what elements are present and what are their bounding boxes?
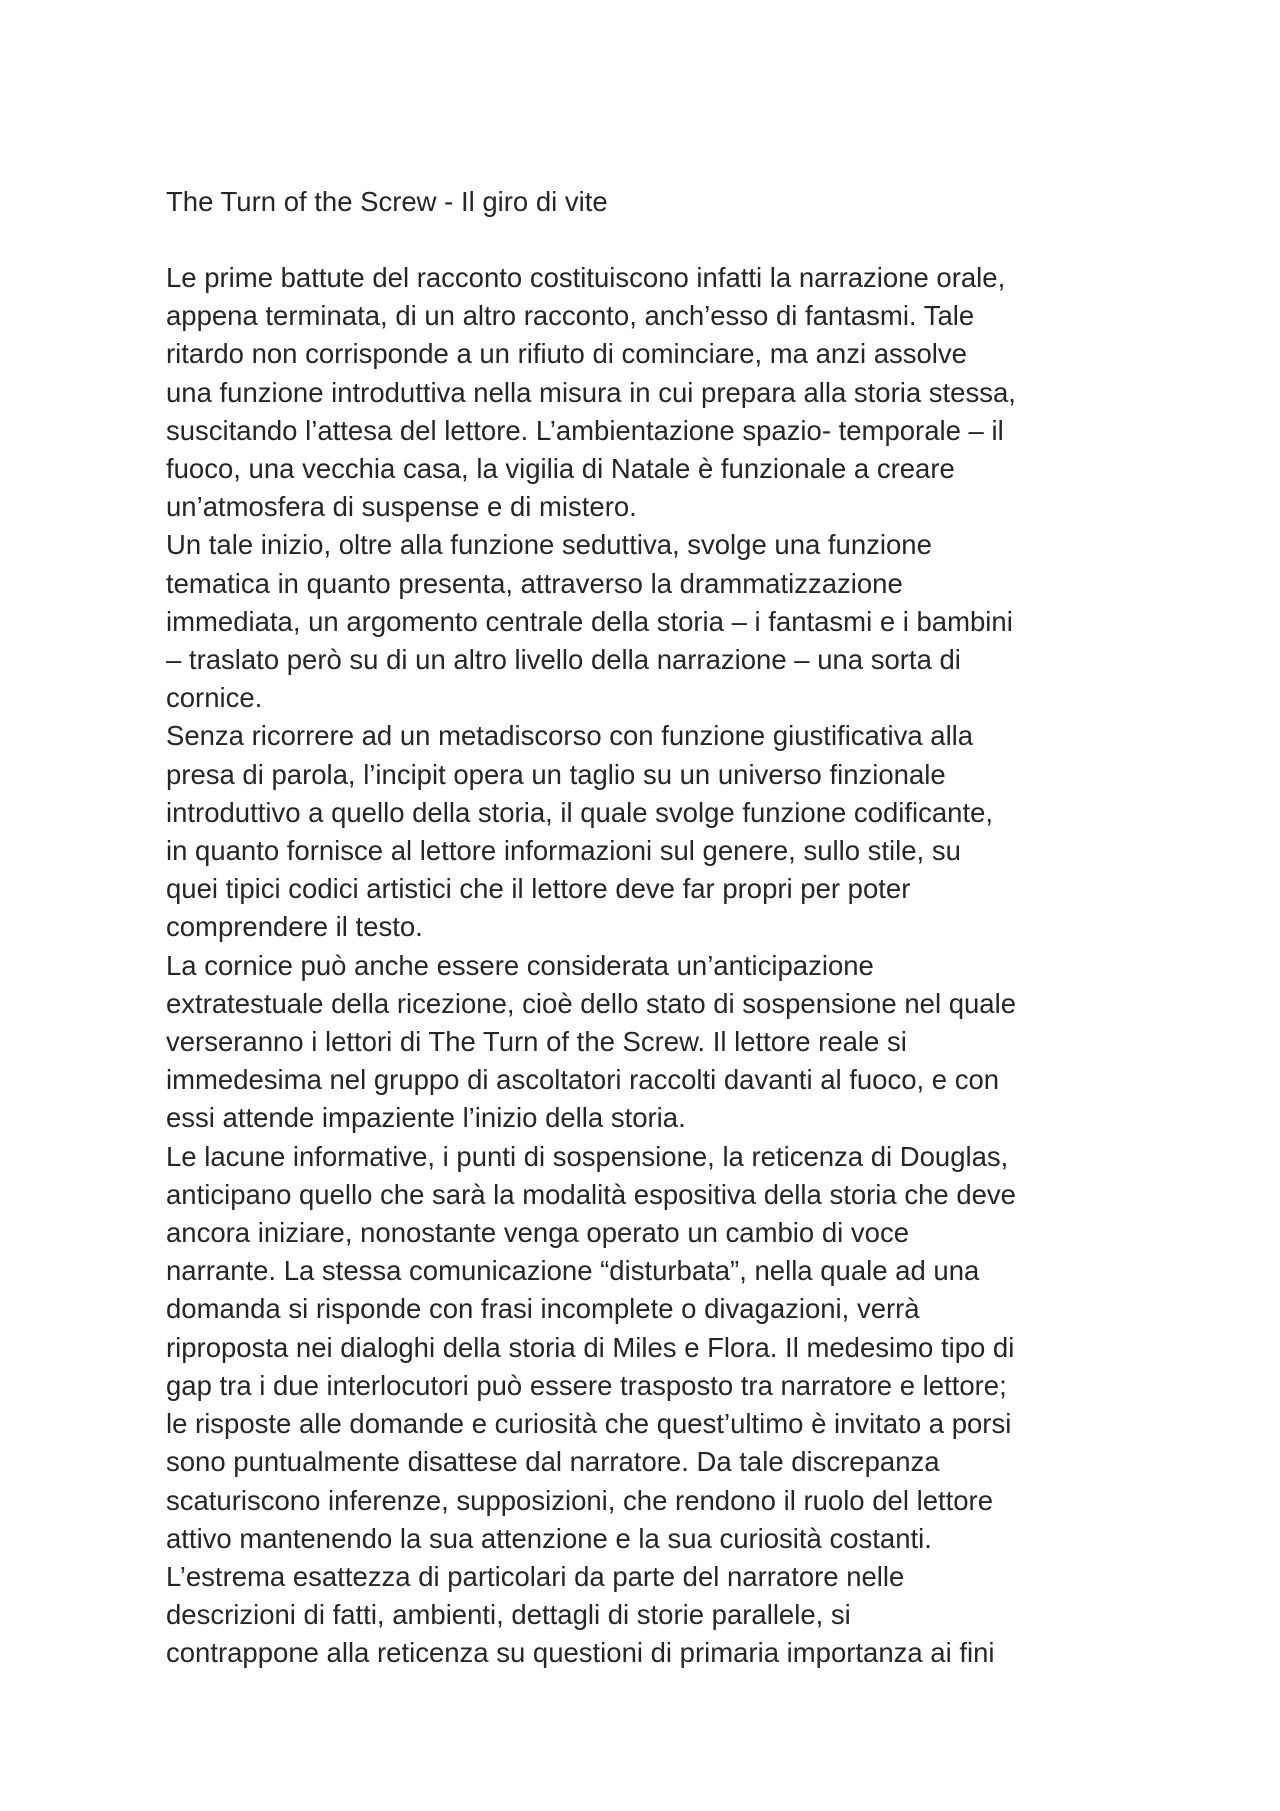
body-line: sono puntualmente disattese dal narratore. Da tale discrepanza: [166, 1446, 940, 1478]
body-line: gap tra i due interlocutori può essere trasposto tra narratore e lettore;: [166, 1369, 1007, 1401]
document-body: [166, 259, 1126, 1673]
body-line: fuoco, una vecchia casa, la vigilia di Natale è funzionale a creare: [166, 453, 955, 485]
body-line: un’atmosfera di suspense e di mistero.: [166, 491, 637, 523]
body-line: riproposta nei dialoghi della storia di Miles e Flora. Il medesimo tipo di: [166, 1331, 1015, 1363]
body-line: comprendere il testo.: [166, 911, 423, 943]
body-line: cornice.: [166, 682, 263, 714]
body-line: introduttivo a quello della storia, il quale svolge funzione codificante,: [166, 796, 994, 828]
body-line: presa di parola, l’incipit opera un taglio su un universo finzionale: [166, 758, 946, 790]
body-line: quei tipici codici artistici che il lettore deve far propri per poter: [166, 873, 911, 905]
body-line: scaturiscono inferenze, supposizioni, che rendono il ruolo del lettore: [166, 1484, 994, 1516]
document-title: The Turn of the Screw - Il giro di vite: [166, 186, 608, 217]
body-line: le risposte alle domande e curiosità che quest’ultimo è invitato a porsi: [166, 1408, 1012, 1440]
body-line: ancora iniziare, nonostante venga operato un cambio di voce: [166, 1217, 909, 1249]
body-line: essi attende impaziente l’inizio della storia.: [166, 1102, 686, 1134]
body-line: suscitando l’attesa del lettore. L’ambientazione spazio- temporale – il: [166, 414, 1004, 446]
body-line: immediata, un argomento centrale della storia – i fantasmi e i bambini: [166, 605, 1013, 637]
body-line: in quanto fornisce al lettore informazioni sul genere, sullo stile, su: [166, 835, 961, 867]
body-line: – traslato però su di un altro livello della narrazione – una sorta di: [166, 644, 961, 676]
body-line: ritardo non corrisponde a un rifiuto di cominciare, ma anzi assolve: [166, 338, 967, 370]
body-line: Le prime battute del racconto costituiscono infatti la narrazione orale,: [166, 262, 1006, 293]
body-line: extratestuale della ricezione, cioè dello stato di sospensione nel quale: [166, 987, 1016, 1019]
body-line: appena terminata, di un altro racconto, anch’esso di fantasmi. Tale: [166, 300, 975, 332]
document-page: [166, 183, 1126, 1673]
body-line: Senza ricorrere ad un metadiscorso con funzione giustificativa alla: [166, 720, 974, 752]
body-line: La cornice può anche essere considerata un’anticipazione: [166, 949, 874, 981]
body-line: L’estrema esattezza di particolari da parte del narratore nelle: [166, 1560, 905, 1592]
body-line: domanda si risponde con frasi incomplete o divagazioni, verrà: [166, 1293, 920, 1325]
body-line: Le lacune informative, i punti di sospensione, la reticenza di Douglas,: [166, 1140, 1009, 1172]
body-line: Un tale inizio, oltre alla funzione seduttiva, svolge una funzione: [166, 529, 932, 561]
body-line: una funzione introduttiva nella misura in cui prepara alla storia stessa,: [166, 376, 1016, 408]
body-line: immedesima nel gruppo di ascoltatori raccolti davanti al fuoco, e con: [166, 1064, 1000, 1096]
body-line: verseranno i lettori di The Turn of the Screw. Il lettore reale si: [166, 1026, 907, 1058]
body-line: descrizioni di fatti, ambienti, dettagli di storie parallele, si: [166, 1599, 851, 1631]
body-line: anticipano quello che sarà la modalità espositiva della storia che deve: [166, 1178, 1016, 1210]
body-line: tematica in quanto presenta, attraverso la drammatizzazione: [166, 567, 903, 599]
body-line: attivo mantenendo la sua attenzione e la sua curiosità costanti.: [166, 1522, 932, 1554]
body-line: contrappone alla reticenza su questioni di primaria importanza ai fini: [166, 1637, 995, 1669]
body-line: narrante. La stessa comunicazione “disturbata”, nella quale ad una: [166, 1255, 980, 1287]
